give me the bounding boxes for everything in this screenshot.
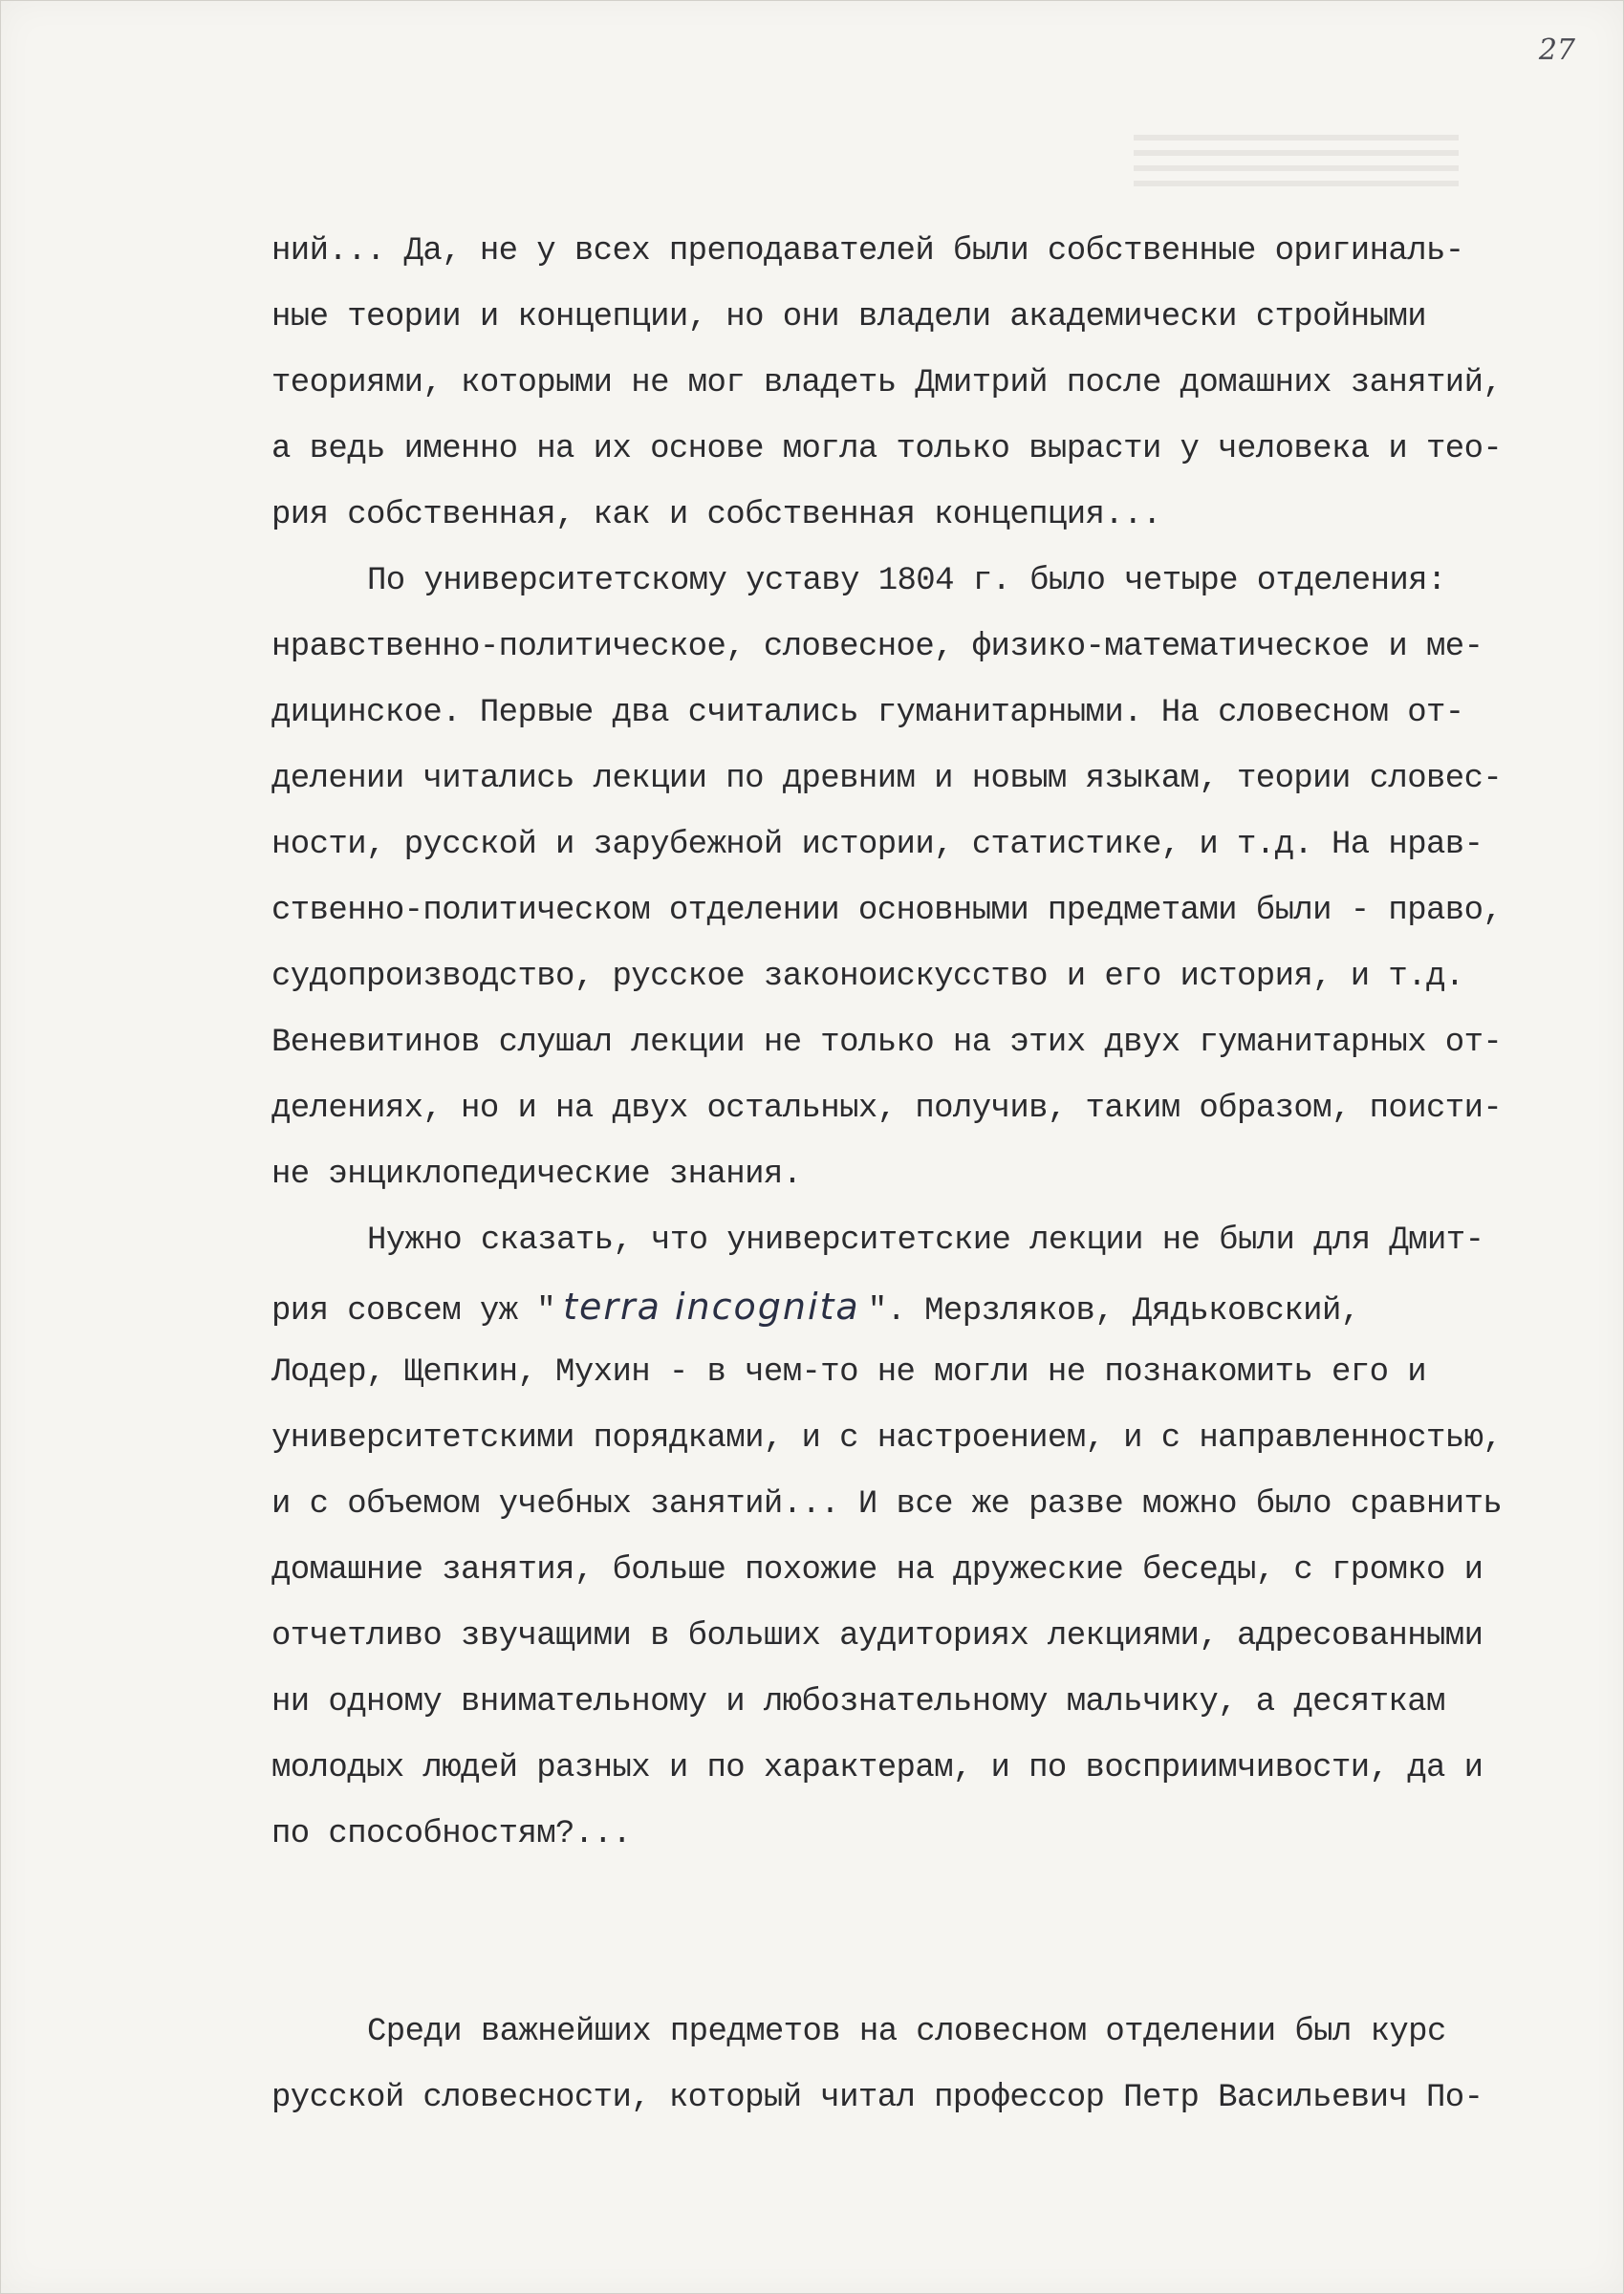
page-number: 27 (1538, 33, 1575, 67)
text-line: ни одному внимательному и любознательному мальчику, а десяткам (271, 1684, 1445, 1720)
text-line: нравственно-политическое, словесное, физико-математическое и ме- (271, 629, 1483, 665)
paragraph-1 (271, 219, 1571, 549)
paragraph-4 (271, 2000, 1571, 2132)
text-line: по способностям?... (271, 1816, 632, 1852)
text-fragment: ". Мерзляков, Дядьковский, (867, 1293, 1360, 1330)
text-line: русской словесности, который читал профессор Петр Васильевич По- (271, 2080, 1483, 2116)
text-line: дицинское. Первые два считались гуманитарными. На словесном от- (271, 695, 1464, 731)
text-line: делении читались лекции по древним и новым языкам, теории словес- (271, 761, 1503, 797)
handwritten-insert: terra incognita (563, 1286, 860, 1328)
text-line: По университетскому уставу 1804 г. было четыре отделения: (367, 563, 1446, 599)
text-line: а ведь именно на их основе могла только вырасти у человека и тео- (271, 431, 1503, 467)
text-fragment: рия совсем уж " (271, 1293, 556, 1330)
text-line: университетскими порядками, и с настроением, и с направленностью, (271, 1420, 1503, 1457)
text-line: ности, русской и зарубежной истории, статистике, и т.д. На нрав- (271, 827, 1483, 863)
text-line: Среди важнейших предметов на словесном отделении был курс (367, 2014, 1446, 2050)
text-line: домашние занятия, больше похожие на дружеские беседы, с громко и (271, 1552, 1483, 1589)
text-line: Веневитинов слушал лекции не только на этих двух гуманитарных от- (271, 1025, 1503, 1061)
section-gap (271, 1868, 1571, 2000)
text-line: ний... Да, не у всех преподавателей были собственные оригиналь- (271, 233, 1464, 270)
text-line-with-handwriting (271, 1274, 1571, 1340)
text-line: рия собственная, как и собственная концепция... (271, 497, 1161, 533)
text-line: судопроизводство, русское законоискусство и его история, и т.д. (271, 959, 1464, 995)
text-line: не энциклопедические знания. (271, 1157, 802, 1193)
paragraph-2 (271, 549, 1571, 1208)
document-body (271, 219, 1571, 2132)
text-line: ные теории и концепции, но они владели академически стройными (271, 299, 1427, 335)
paragraph-3 (271, 1208, 1571, 1868)
text-line: молодых людей разных и по характерам, и по восприимчивости, да и (271, 1750, 1483, 1786)
text-line: делениях, но и на двух остальных, получив, таким образом, поисти- (271, 1091, 1503, 1127)
text-line: и с объемом учебных занятий... И все же разве можно было сравнить (271, 1486, 1503, 1523)
text-line: Нужно сказать, что университетские лекции не были для Дмит- (367, 1223, 1484, 1259)
text-line: ственно-политическом отделении основными предметами были - право, (271, 893, 1503, 929)
text-line: теориями, которыми не мог владеть Дмитрий после домашних занятий, (271, 365, 1503, 401)
text-line: отчетливо звучащими в больших аудиториях лекциями, адресованными (271, 1618, 1483, 1655)
text-line: Лодер, Щепкин, Мухин - в чем-то не могли не познакомить его и (271, 1354, 1427, 1391)
